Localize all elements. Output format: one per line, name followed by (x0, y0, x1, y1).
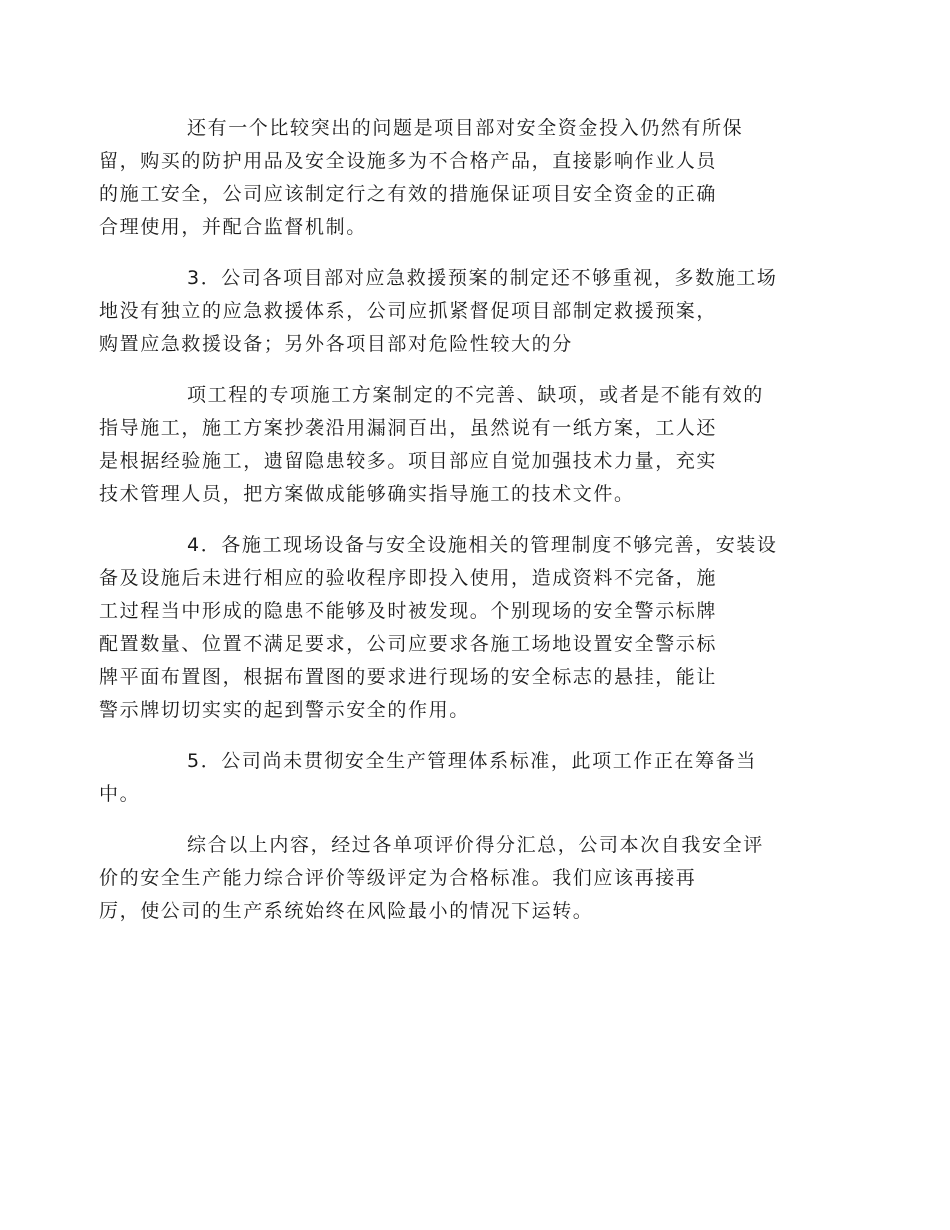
paragraph-item-3 (99, 262, 813, 361)
text-line: 项工程的专项施工方案制定的不完善、缺项，或者是不能有效的 (187, 384, 764, 406)
text-line: 地没有独立的应急救援体系，公司应抓紧督促项目部制定救援预案， (99, 300, 718, 322)
paragraph-item-4 (99, 529, 813, 727)
text-line: 备及设施后未进行相应的验收程序即投入使用，造成资料不完备，施 (99, 567, 718, 589)
text-line: 厉，使公司的生产系统始终在风险最小的情况下运转。 (99, 900, 594, 922)
text-line: 购置应急救援设备；另外各项目部对危险性较大的分 (99, 333, 573, 355)
document-body (99, 112, 813, 946)
text-line: 价的安全生产能力综合评价等级评定为合格标准。我们应该再接再 (99, 867, 697, 889)
text-line: 3．公司各项目部对应急救援预案的制定还不够重视，多数施工场 (187, 267, 778, 289)
text-line: 牌平面布置图，根据布置图的要求进行现场的安全标志的悬挂，能让 (99, 666, 718, 688)
text-line: 还有一个比较突出的问题是项目部对安全资金投入仍然有所保 (187, 117, 744, 139)
text-line: 指导施工，施工方案抄袭沿用漏洞百出，虽然说有一纸方案，工人还 (99, 417, 718, 439)
text-line: 合理使用，并配合监督机制。 (99, 216, 367, 238)
text-line: 4．各施工现场设备与安全设施相关的管理制度不够完善，安装设 (187, 534, 778, 556)
text-line: 5．公司尚未贯彻安全生产管理体系标准，此项工作正在筹备当 (187, 750, 757, 772)
paragraph-capital-investment (99, 112, 813, 244)
text-line: 的施工安全，公司应该制定行之有效的措施保证项目安全资金的正确 (99, 183, 718, 205)
paragraph-special-plans (99, 379, 813, 511)
paragraph-item-5 (99, 745, 813, 811)
text-line: 工过程当中形成的隐患不能够及时被发现。个别现场的安全警示标牌 (99, 600, 718, 622)
text-line: 警示牌切切实实的起到警示安全的作用。 (99, 699, 470, 721)
text-line: 综合以上内容，经过各单项评价得分汇总，公司本次自我安全评 (187, 834, 764, 856)
text-line: 技术管理人员，把方案做成能够确实指导施工的技术文件。 (99, 483, 635, 505)
text-line: 留，购买的防护用品及安全设施多为不合格产品，直接影响作业人员 (99, 150, 718, 172)
paragraph-conclusion (99, 829, 813, 928)
text-line: 是根据经验施工，遗留隐患较多。项目部应自觉加强技术力量，充实 (99, 450, 718, 472)
text-line: 配置数量、位置不满足要求，公司应要求各施工场地设置安全警示标 (99, 633, 718, 655)
text-line: 中。 (99, 783, 141, 805)
